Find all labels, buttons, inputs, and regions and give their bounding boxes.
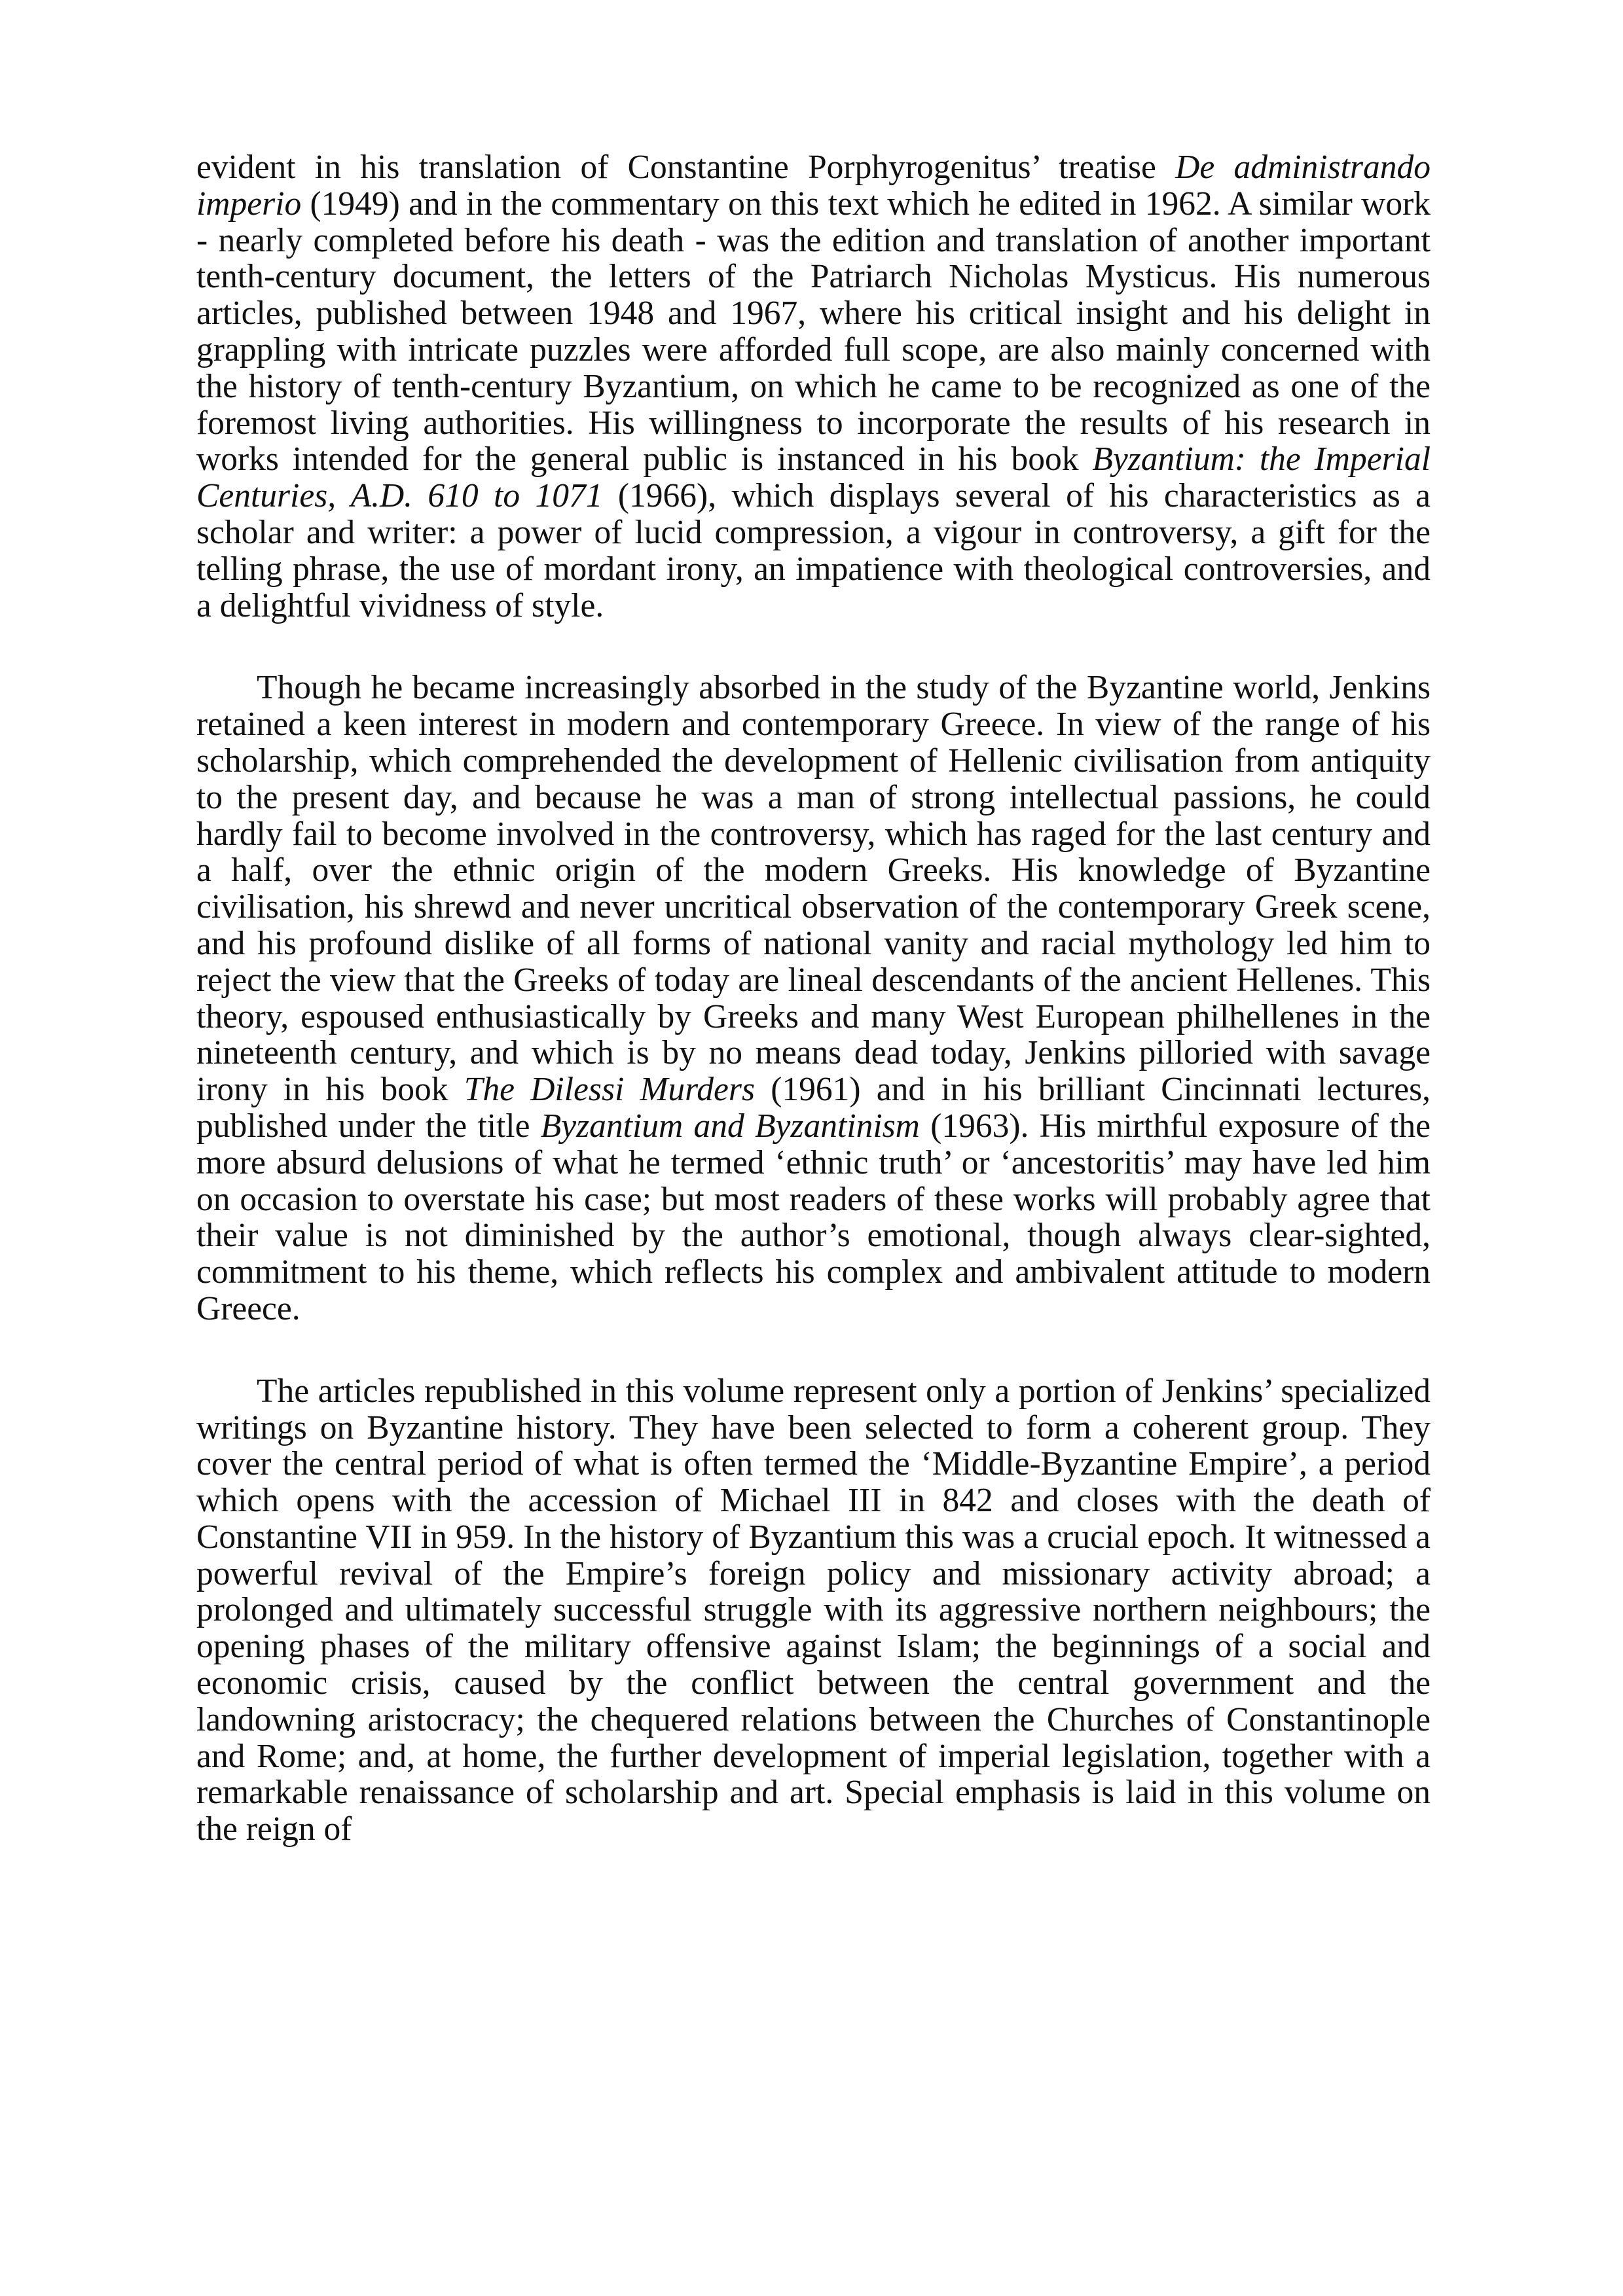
text-segment: (1963). His mirthful exposure of the more absurd delusions of what he termed ‘ethnic truth’ or ‘ancestoritis’ may have led him on occasion to overstate his case; but most readers of these works will probably agree that their value is not diminished by the author’s emotional, though always clear-sighted, commitment to his theme, which reflects his complex and ambivalent attitude to modern Greece. <box>196 1107 1431 1327</box>
text-segment: evident in his translation of Constantine Porphyrogenitus’ treatise <box>196 149 1176 186</box>
italic-title-byzantium-and-byzantinism: Byzantium and Byzantinism <box>540 1107 920 1145</box>
document-page <box>196 149 1431 1848</box>
text-segment: (1966), which displays several of his characteristics as a scholar and writer: a power of lucid compression, a vigour in controversy, a gift for the telling phrase, the use of mordant irony, an impatience with theological controversies, and a delightful vividness of style. <box>196 477 1431 624</box>
italic-title-byzantium-imperial-centuries: Byzantium: the Imperial Centuries, A.D. 610 to 1071 <box>196 440 1431 515</box>
text-segment: Though he became increasingly absorbed in the study of the Byzantine world, Jenkins retained a keen interest in modern and contemporary Greece. In view of the range of his scholarship, which comprehended the development of Hellenic civilisation from antiquity to the present day, and because he was a man of strong intellectual passions, he could hardly fail to become involved in the controversy, which has raged for the last century and a half, over the ethnic origin of the modern Greeks. His knowledge of Byzantine civilisation, his shrewd and never uncritical observation of the contemporary Greek scene, and his profound dislike of all forms of national vanity and racial mythology led him to reject the view that the Greeks of today are lineal descendants of the ancient Hellenes. This theory, espoused enthusiastically by Greeks and many West European philhellenes in the nineteenth century, and which is by no means dead today, Jenkins pilloried with savage irony in his book <box>196 669 1431 1109</box>
text-segment: (1961) and in his brilliant Cincinnati lectures, published under the title <box>196 1071 1431 1145</box>
italic-title-dilessi-murders: The Dilessi Murders <box>464 1071 755 1109</box>
italic-title-de-administrando-imperio: De administrando imperio <box>196 149 1431 223</box>
paragraph-volume-articles <box>196 1373 1431 1848</box>
paragraph-scholarly-works <box>196 149 1431 624</box>
text-segment: The articles republished in this volume represent only a portion of Jenkins’ specialized writings on Byzantine history. They have been selected to form a coherent group. They cover the central period of what is often termed the ‘Middle-Byzantine Empire’, a period which opens with the accession of Michael III in 842 and closes with the death of Constantine VII in 959. In the history of Byzantium this was a crucial epoch. It witnessed a powerful revival of the Empire’s foreign policy and missionary activity abroad; a prolonged and ultimately successful struggle with its aggressive northern neighbours; the opening phases of the military offensive against Islam; the beginnings of a social and economic crisis, caused by the conflict between the central government and the landowning aristocracy; the chequered relations between the Churches of Constantinople and Rome; and, at home, the further development of imperial legislation, together with a remarkable renaissance of scholarship and art. Special emphasis is laid in this volume on the reign of <box>196 1372 1431 1848</box>
text-segment: (1949) and in the commentary on this text which he edited in 1962. A similar work - nearly completed before his death - was the edition and translation of another important tenth-century document, the letters of the Patriarch Nicholas Mysticus. His numerous articles, published between 1948 and 1967, where his critical insight and his delight in grappling with intricate puzzles were afforded full scope, are also mainly concerned with the history of tenth-century Byzantium, on which he came to be recognized as one of the foremost living authorities. His willingness to incorporate the results of his research in works intended for the general public is instanced in his book <box>196 185 1431 478</box>
paragraph-modern-greece <box>196 670 1431 1327</box>
